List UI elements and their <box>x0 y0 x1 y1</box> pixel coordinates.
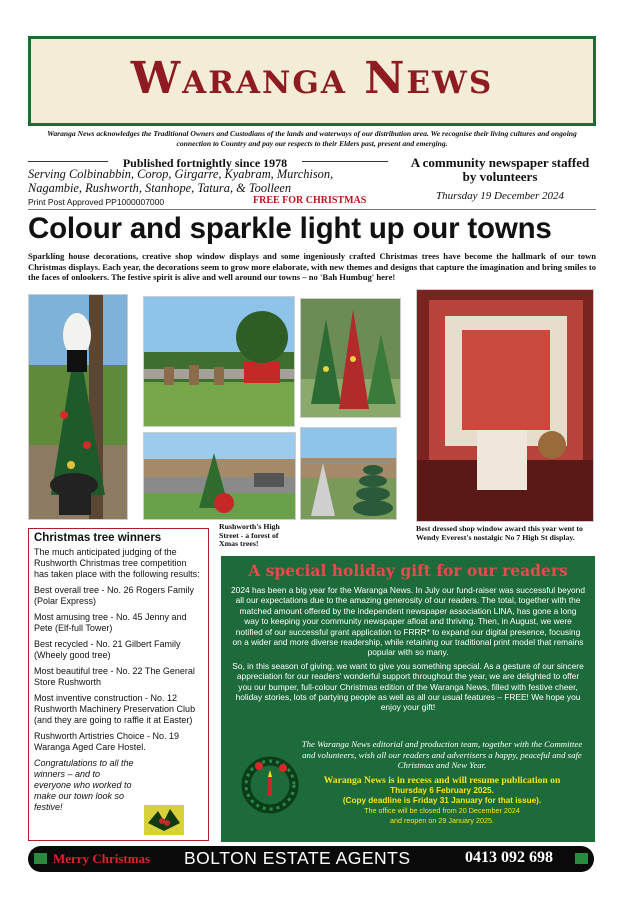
holly-icon <box>575 853 588 864</box>
winners-congrats: Congratulations to all the winners – and to everyone who worked to make our town look so festive! <box>34 758 134 812</box>
divider <box>302 161 388 162</box>
wreath-icon <box>239 754 301 816</box>
tree-winners-box <box>28 528 209 841</box>
winner-item: Best recycled - No. 21 Gilbert Family (Wheely good tree) <box>34 639 181 660</box>
caption-high-street: Rushworth's High Street - a forest of Xmas trees! <box>219 522 280 549</box>
issue-date: Thursday 19 December 2024 <box>435 190 564 202</box>
holly-icon <box>144 805 184 835</box>
lead-paragraph: Sparkling house decorations, creative shop window displays and some ingeniously crafted Christmas trees have become the hallmark of our town Christmas displays. Each year, the decorations seem to grow more elaborate, with new themes and designs that capture the imagination and bring smiles to the faces of onlookers. The festive spirit is alive and well around our towns – no 'Bah Humbug' here! <box>28 251 596 283</box>
footer-greeting: Merry Christmas <box>53 851 151 866</box>
advertiser-phone: 0413 092 698 <box>465 849 553 866</box>
winners-intro: The much anticipated judging of the Rushworth Christmas tree competition has taken place with the following results: <box>34 547 200 579</box>
advertiser-name: BOLTON ESTATE AGENTS <box>184 848 411 868</box>
serving-areas: Serving Colbinabbin, Corop, Girgarre, Kyabram, Murchison, Nagambie, Rushworth, Stanhope, Tatura, & Toolleen <box>28 167 334 195</box>
winners-title: Christmas tree winners <box>34 532 162 544</box>
winner-item: Best overall tree - No. 26 Rogers Family (Polar Express) <box>34 585 195 606</box>
winner-item: Most inventive construction - No. 12 Rushworth Machinery Preservation Club (and they are going to raffle it at Easter) <box>34 693 196 725</box>
gift-body <box>231 585 585 716</box>
photo-tyre-tree <box>300 427 397 520</box>
acknowledgement: Waranga News acknowledges the Traditional Owners and Custodians of the lands and waterways of our distribution area. We recognise their living cultures and ongoing connection to Country and pay our respects to their Elders past, present and emerging. <box>47 129 577 148</box>
resume-date: Thursday 6 February 2025. <box>390 786 494 795</box>
gift-team-message: The Waranga News editorial and production team, together with the Committee and volunteers, wish all our readers and advertisers a happy, peaceful and safe Christmas and New Year. <box>301 739 583 770</box>
winner-item: Rushworth Artistries Choice - No. 19 Waranga Aged Care Hostel. <box>34 731 180 752</box>
holly-icon <box>34 853 47 864</box>
office-closed: The office will be closed from 20 December 2024 <box>364 806 520 815</box>
headline: Colour and sparkle light up our towns <box>28 212 552 245</box>
photo-high-street <box>143 432 296 520</box>
tagline: A community newspaper staffed by volunteers <box>410 155 590 184</box>
recess-notice <box>301 776 583 826</box>
gift-title: A special holiday gift for our readers <box>248 561 568 580</box>
photo-sleigh-display <box>143 296 295 427</box>
divider <box>28 209 596 210</box>
free-notice: FREE FOR CHRISTMAS <box>253 195 367 206</box>
divider <box>28 161 108 162</box>
print-post-approved: Print Post Approved PP1000007000 <box>28 197 165 207</box>
office-reopen: and reopen on 29 January 2025. <box>390 816 494 825</box>
recess-text: Waranga News is in recess and will resume publication on <box>323 775 561 786</box>
winner-item: Most beautiful tree - No. 22 The General Store Rushworth <box>34 666 195 687</box>
masthead <box>28 36 596 126</box>
gift-paragraph: 2024 has been a big year for the Waranga News. In July our fund-raiser was successful beyond all our expectations due to the amazing generosity of our readers. The total, together with the matched amount offered by the independent newspaper association LINA, has gone a long way to keeping your community newspaper afloat and thriving. Then, in August, we were notified of our successful grant application to FRRR* to expand our digital presence, focusing on a wider and more diverse readership, while retaining our traditional print model that remains popular with so many. <box>231 585 585 658</box>
publication-frequency: Published fortnightly since 1978 <box>122 156 288 170</box>
masthead-title: Waranga News <box>130 53 494 104</box>
gift-paragraph: So, in this season of giving, we want to give you something special. As a gesture of our sincere appreciation for our readers' wonderful support throughout the year, we are delighted to offer you our bumper, full-colour Christmas edition of the Waranga News, filled with festive cheer, holiday stories, lots of partying people as well as all our usual features – FREE! We hope you enjoy your gift! <box>232 660 584 713</box>
holiday-gift-box <box>221 556 595 842</box>
winner-item: Most amusing tree - No. 45 Jenny and Pete (Elf-full Tower) <box>34 612 187 633</box>
photo-decorated-trees <box>300 298 401 418</box>
photo-polar-express-tree <box>28 294 128 520</box>
caption-shop-window: Best dressed shop window award this year went to Wendy Everest's nostalgic No 7 High St display. <box>416 524 583 542</box>
photo-shop-window <box>416 289 594 522</box>
footer-advert <box>28 846 594 872</box>
copy-deadline: (Copy deadline is Friday 31 January for that issue). <box>342 796 542 805</box>
